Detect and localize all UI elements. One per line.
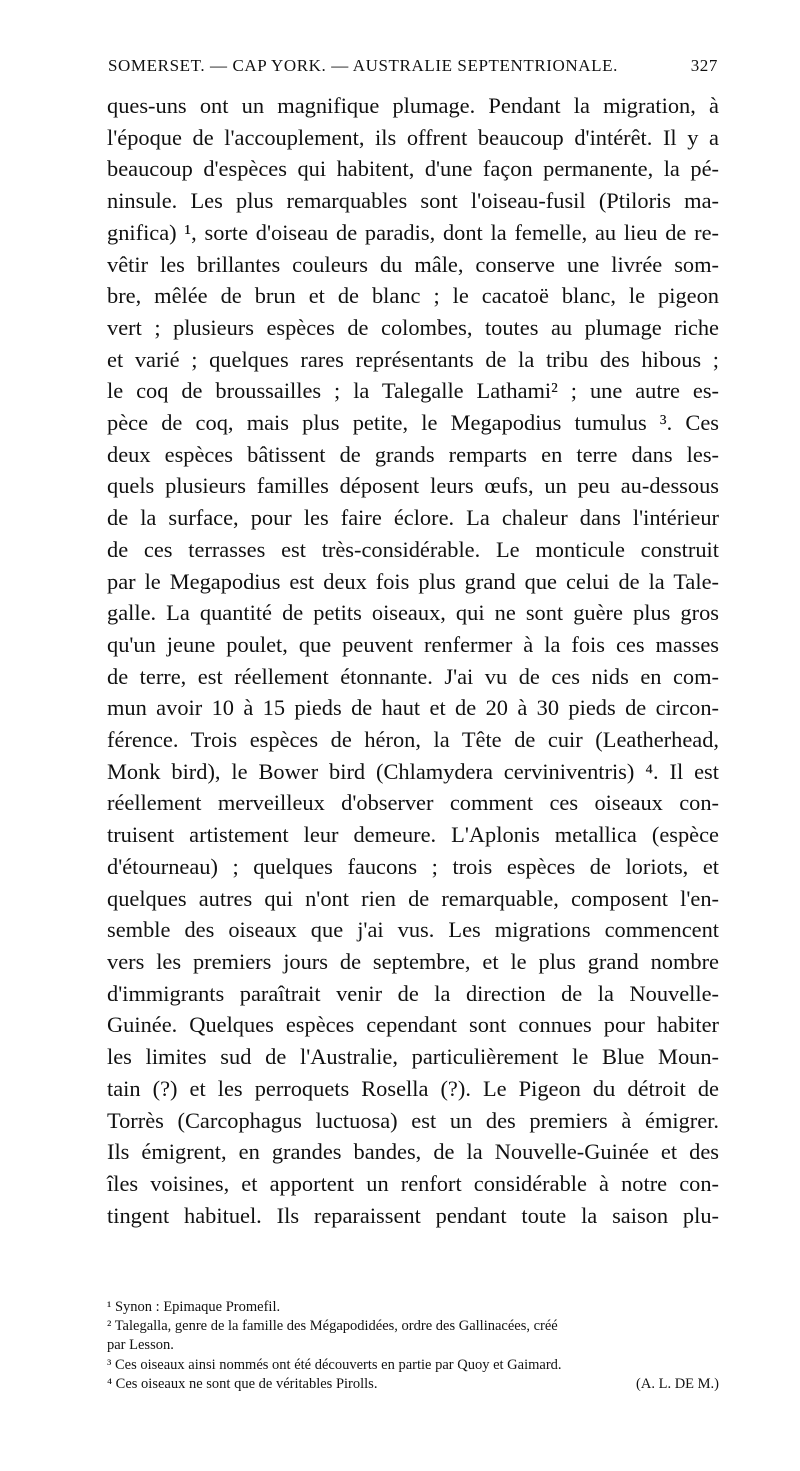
- footnote-4: ⁴ Ces oiseaux ne sont que de véritables Pirolls.: [107, 1375, 378, 1392]
- footnote-2: ² Talegalla, genre de la famille des Mégapodidées, ordre des Gallinacées, créé: [107, 1318, 558, 1335]
- footnote-2-continued: par Lesson.: [107, 1337, 174, 1354]
- body-line: de ces terrasses est très-considérable. Le monticule construit: [107, 536, 719, 562]
- body-line: galle. La quantité de petits oiseaux, qui ne sont guère plus gros: [107, 600, 719, 626]
- body-line: beaucoup d'espèces qui habitent, d'une façon permanente, la pé-: [107, 156, 719, 182]
- body-line: vêtir les brillantes couleurs du mâle, conserve une livrée som-: [107, 251, 719, 277]
- body-line: férence. Trois espèces de héron, la Tête de cuir (Leatherhead,: [107, 727, 719, 753]
- body-line: vers les premiers jours de septembre, et le plus grand nombre: [107, 948, 719, 974]
- body-line: Torrès (Carcophagus luctuosa) est un des premiers à émigrer.: [107, 1107, 719, 1133]
- body-line: îles voisines, et apportent un renfort considérable à notre con-: [107, 1170, 719, 1196]
- body-line: Guinée. Quelques espèces cependant sont connues pour habiter: [107, 1012, 719, 1038]
- body-text: [107, 90, 719, 1231]
- body-line: vert ; plusieurs espèces de colombes, toutes au plumage riche: [107, 314, 719, 340]
- body-line: ques-uns ont un magnifique plumage. Pendant la migration, à: [107, 93, 719, 118]
- footnote-1: ¹ Synon : Epimaque Promefil.: [107, 1299, 281, 1315]
- body-line: truisent artistement leur demeure. L'Aplonis metallica (espèce: [107, 822, 719, 848]
- body-line: d'étourneau) ; quelques faucons ; trois espèces de loriots, et: [107, 853, 719, 879]
- running-head-title: SOMERSET. — CAP YORK. — AUSTRALIE SEPTENTRIONALE.: [108, 56, 618, 75]
- body-line: gnifica) ¹, sorte d'oiseau de paradis, dont la femelle, au lieu de re-: [107, 219, 719, 245]
- footnote-4-line: [107, 1375, 719, 1394]
- body-line: l'époque de l'accouplement, ils offrent beaucoup d'intérêt. Il y a: [107, 124, 719, 150]
- footnote-3: ³ Ces oiseaux ainsi nommés ont été découverts en partie par Quoy et Gaimard.: [107, 1356, 562, 1373]
- body-line: quels plusieurs familles déposent leurs œufs, un peu au-dessous: [107, 473, 719, 499]
- body-line: tingent habituel. Ils reparaissent pendant toute la saison plu-: [107, 1202, 719, 1228]
- body-line: de la surface, pour les faire éclore. La chaleur dans l'intérieur: [107, 505, 719, 531]
- body-line: semble des oiseaux que j'ai vus. Les migrations commencent: [107, 917, 719, 943]
- body-line: pèce de coq, mais plus petite, le Megapodius tumulus ³. Ces: [107, 410, 719, 436]
- body-line: deux espèces bâtissent de grands remparts en terre dans les-: [107, 441, 719, 467]
- body-line: qu'un jeune poulet, que peuvent renfermer à la fois ces masses: [107, 631, 719, 657]
- footnotes: [107, 1298, 719, 1394]
- body-line: et varié ; quelques rares représentants de la tribu des hibous ;: [107, 346, 719, 372]
- body-line: quelques autres qui n'ont rien de remarquable, composent l'en-: [107, 885, 719, 911]
- body-line: tain (?) et les perroquets Rosella (?). Le Pigeon du détroit de: [107, 1075, 719, 1101]
- body-line: réellement merveilleux d'observer comment ces oiseaux con-: [107, 790, 719, 816]
- body-line: le coq de broussailles ; la Talegalle Lathami² ; une autre es-: [107, 378, 719, 404]
- body-line: par le Megapodius est deux fois plus grand que celui de la Tale-: [107, 568, 719, 594]
- footnote-signature: (A. L. DE M.): [636, 1375, 719, 1392]
- body-line: d'immigrants paraîtrait venir de la direction de la Nouvelle-: [107, 980, 719, 1006]
- body-line: les limites sud de l'Australie, particulièrement le Blue Moun-: [107, 1044, 719, 1070]
- page-number: 327: [690, 56, 718, 75]
- body-line: de terre, est réellement étonnante. J'ai vu de ces nids en com-: [107, 663, 719, 689]
- body-line: Ils émigrent, en grandes bandes, de la Nouvelle-Guinée et des: [107, 1139, 719, 1165]
- body-line: ninsule. Les plus remarquables sont l'oiseau-fusil (Ptiloris ma-: [107, 188, 719, 214]
- running-head: [108, 56, 718, 76]
- body-line: mun avoir 10 à 15 pieds de haut et de 20 à 30 pieds de circon-: [107, 695, 719, 721]
- body-line: Monk bird), le Bower bird (Chlamydera cerviniventris) ⁴. Il est: [107, 758, 719, 784]
- body-line: bre, mêlée de brun et de blanc ; le cacatoë blanc, le pigeon: [107, 283, 719, 309]
